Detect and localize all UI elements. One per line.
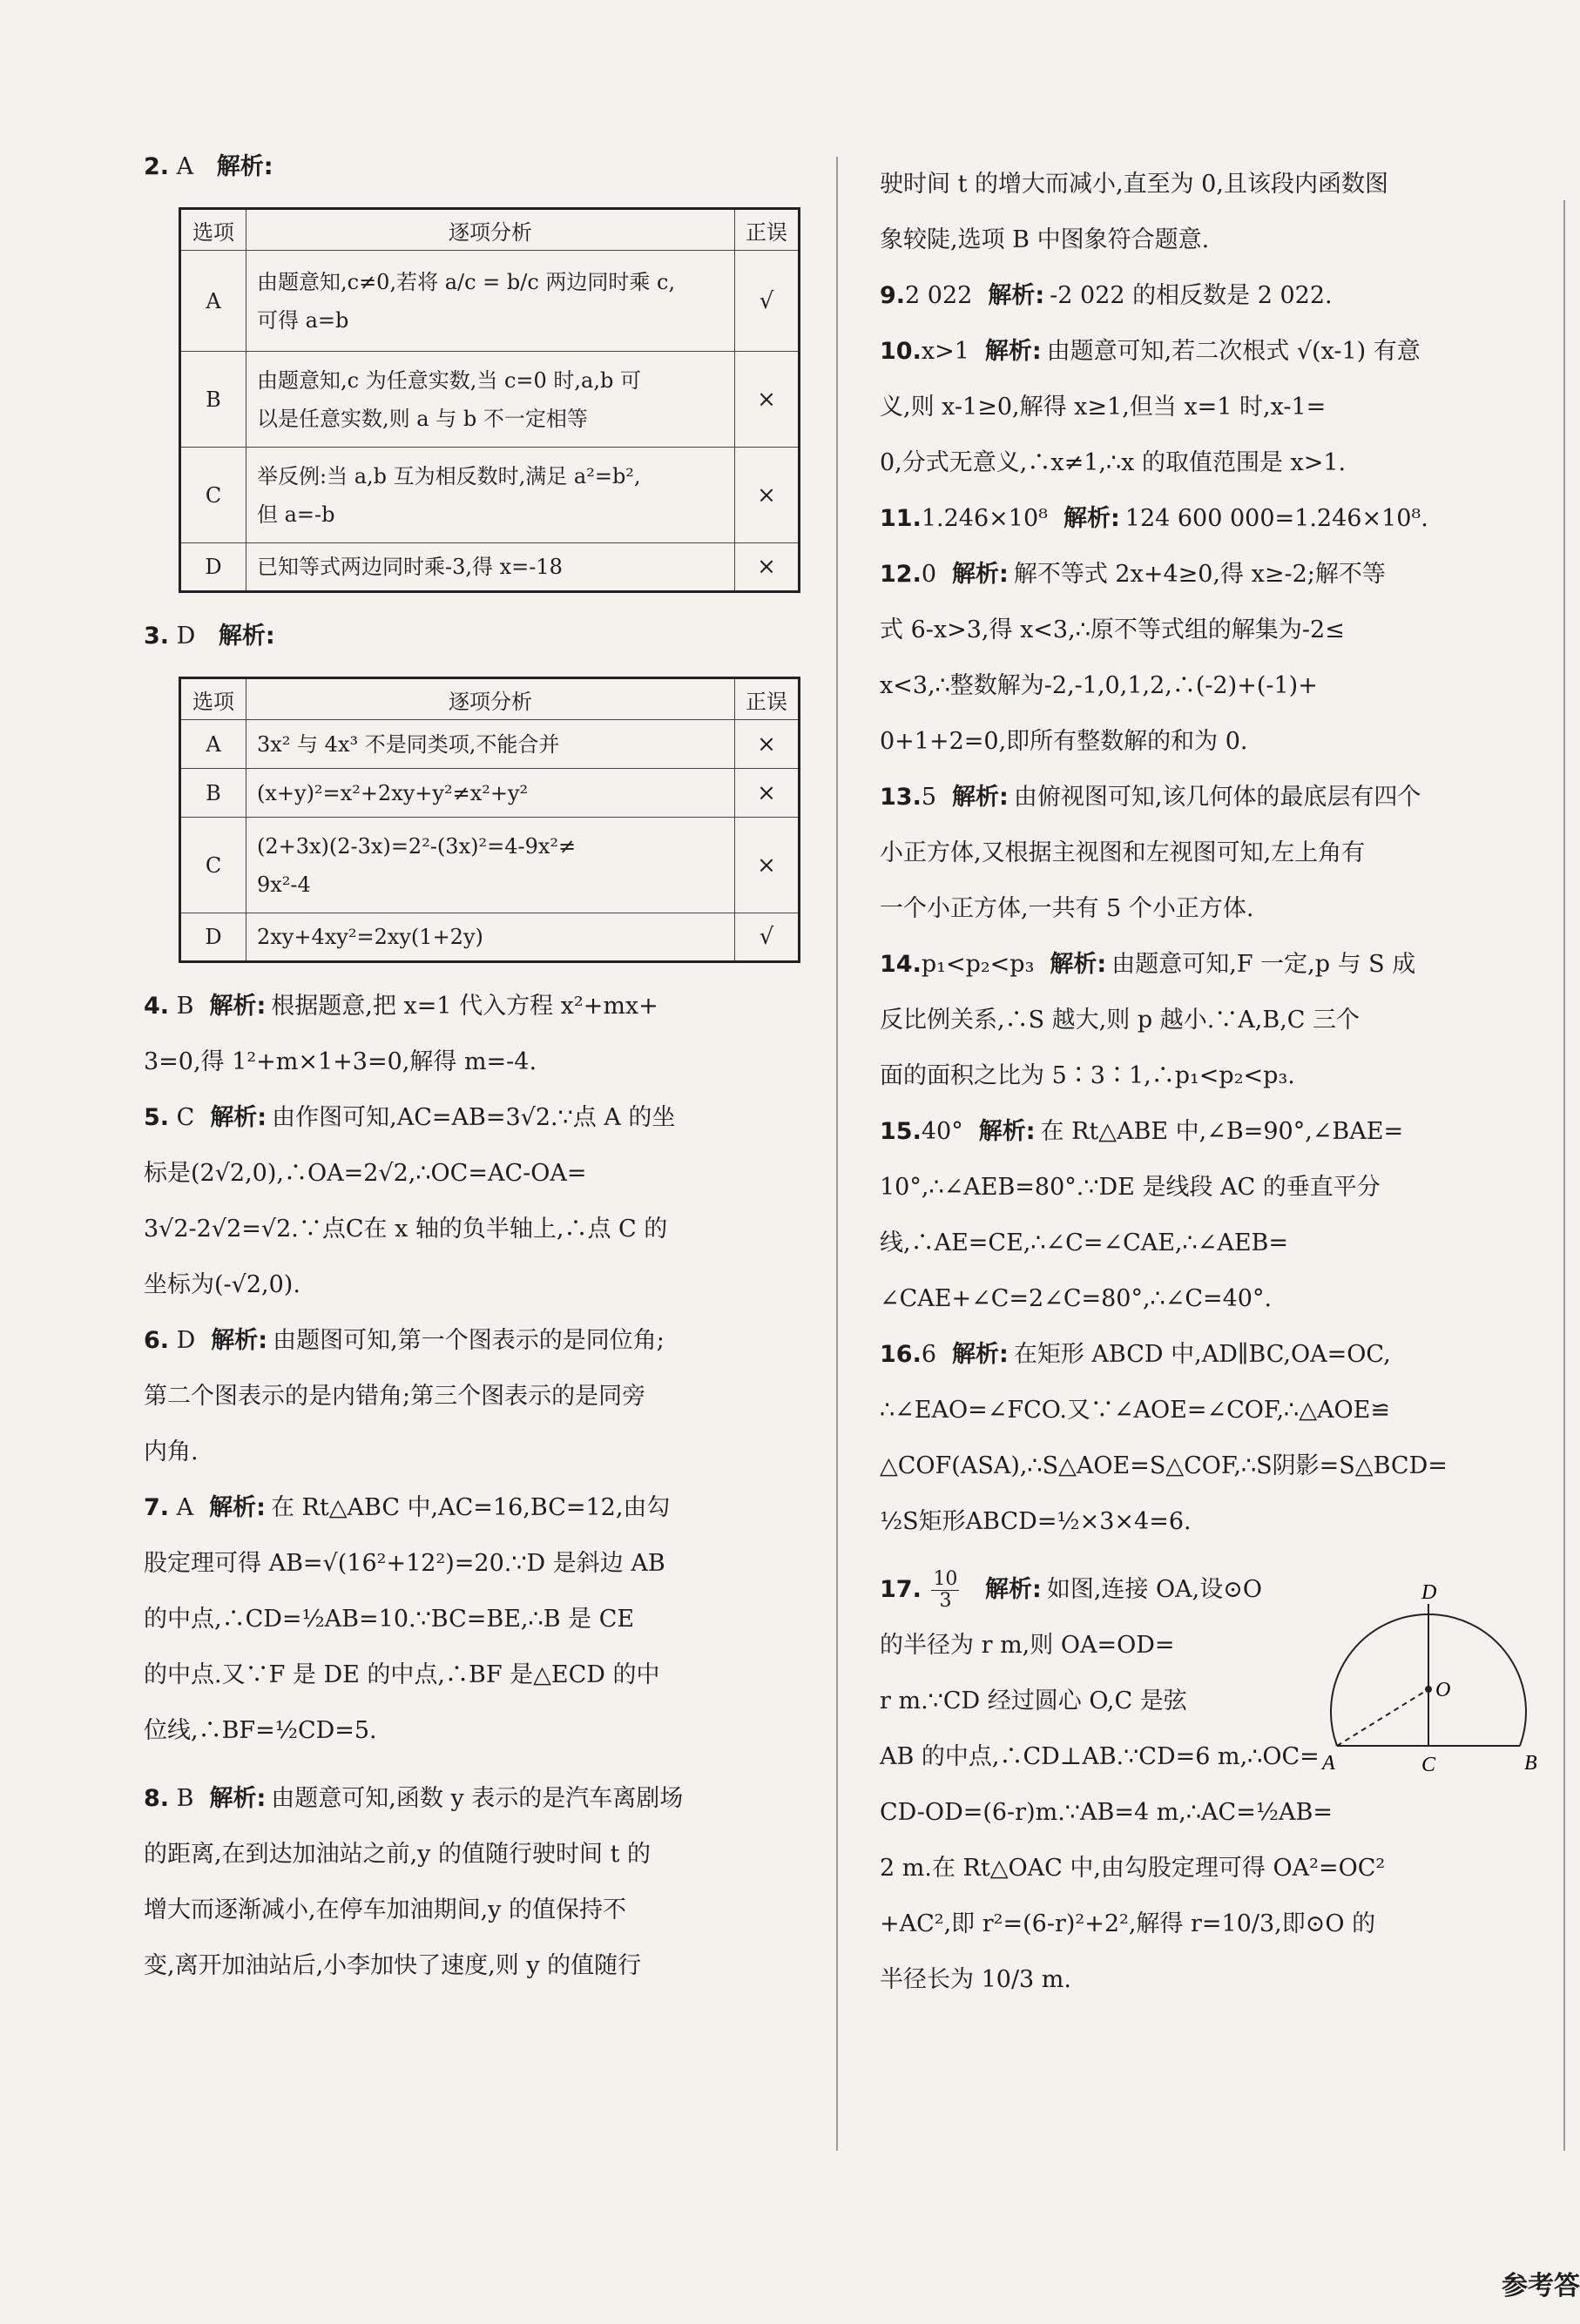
desc-cell: 举反例:当 a,b 互为相反数时,满足 a²=b², 但 a=-b: [246, 448, 735, 543]
question-number: 13.: [880, 784, 922, 811]
table-row: [180, 251, 800, 352]
question-9: 9.2 022 解析: -2 022 的相反数是 2 022.: [880, 282, 1333, 309]
option-cell: B: [180, 352, 246, 448]
question-15: 15.40° 解析: 在 Rt△ABE 中,∠B=90°,∠BAE= 10°,∴∠AEB=80°.∵DE 是线段 AC 的垂直平分 线,∴AE=CE,∴∠C=∠CAE,∴∠AEB= ∠CAE+∠C=2∠C=80°,∴∠C=40°.: [880, 1118, 1404, 1312]
analysis-label: 解析:: [216, 153, 273, 180]
radius-oa: [1337, 1689, 1428, 1746]
question-14: 14.p₁<p₂<p₃ 解析: 由题意可知,F 一定,p 与 S 成 反比例关系,∴S 越大,则 p 越小.∵A,B,C 三个 面的面积之比为 5∶3∶1,∴p₁<p₂<p₃.: [880, 951, 1416, 1089]
option-cell: A: [180, 251, 246, 352]
table-header: 逐项分析: [246, 209, 735, 251]
desc-cell: 3x² 与 4x³ 不是同类项,不能合并: [246, 720, 735, 769]
question-number: 12.: [880, 561, 922, 588]
desc-cell: 已知等式两边同时乘-3,得 x=-18: [246, 543, 735, 592]
question-13: 13.5 解析: 由俯视图可知,该几何体的最底层有四个 小正方体,又根据主视图和左视图可知,左上角有 一个小正方体,一共有 5 个小正方体.: [880, 784, 1421, 922]
question-8: 8. B 解析: 由题意可知,函数 y 表示的是汽车离剧场 的距离,在到达加油站之前,y 的值随行驶时间 t 的 增大而逐渐减小,在停车加油期间,y 的值保持不 变,离开加油站后,小李加快了速度,则 y 的值随行: [144, 1785, 684, 1979]
result-cell: ×: [735, 448, 800, 543]
question-5: 5. C 解析: 由作图可知,AC=AB=3√2.∵点 A 的坐 标是(2√2,0),∴OA=2√2,∴OC=AC-OA= 3√2-2√2=√2.∵点C在 x 轴的负半轴上,∴点 C 的 坐标为(-√2,0).: [144, 1104, 676, 1298]
question-number: 3.: [144, 623, 170, 650]
question-10: 10.x>1 解析: 由题意可知,若二次根式 √(x-1) 有意 义,则 x-1≥0,解得 x≥1,但当 x=1 时,x-1= 0,分式无意义,∴x≠1,∴x 的取值范围是 x>1.: [880, 338, 1421, 476]
answer: D: [176, 623, 196, 650]
question-number: 14.: [880, 951, 922, 978]
question-2: [144, 139, 806, 195]
question-17: 17. $\frac{10}{3}$ 解析: 如图,连接 OA,设⊙O 的半径为 r m,则 OA=OD= r m.∵CD 经过圆心 O,C 是弦 AB 的中点,∴CD⊥AB.∵CD=6 m,∴OC= CD-OD=(6-r)m.∵AB=4 m,∴AC=½AB= 2 m.在 Rt△OAC 中,由勾股定理可得 OA²=OC² +AC²,即 r²=(6-r)²+2²,解得 r=10/3,即⊙O 的 半径长为 10/3 m.: [880, 1568, 1386, 1993]
result-cell: ×: [735, 720, 800, 769]
result-cell: √: [735, 251, 800, 352]
result-cell: ×: [735, 543, 800, 592]
answer-fraction: $\frac{10}{3}$: [933, 1568, 958, 1612]
question-16: 16.6 解析: 在矩形 ABCD 中,AD∥BC,OA=OC, ∴∠EAO=∠FCO.又∵∠AOE=∠COF,∴△AOE≌ △COF(ASA),∴S△AOE=S△COF,∴S阴影=S△BCD= ½S矩形ABCD=½×3×4=6.: [880, 1341, 1448, 1535]
question-number: 9.: [880, 282, 906, 309]
answer: A: [176, 153, 194, 180]
right-edge-divider: [1563, 200, 1565, 2151]
label-o: O: [1435, 1679, 1451, 1701]
table-header: 选项: [180, 678, 246, 720]
result-cell: ×: [735, 769, 800, 818]
option-cell: C: [180, 818, 246, 913]
question-12: 12.0 解析: 解不等式 2x+4≥0,得 x≥-2;解不等 式 6-x>3,得 x<3,∴原不等式组的解集为-2≤ x<3,∴整数解为-2,-1,0,1,2,∴(-2)+(-1)+ 0+1+2=0,即所有整数解的和为 0.: [880, 561, 1386, 755]
left-column: [144, 139, 806, 1994]
question-number: 4.: [144, 993, 170, 1020]
circle-figure: [1315, 1585, 1542, 1785]
result-cell: √: [735, 913, 800, 962]
question-number: 7.: [144, 1494, 170, 1521]
center-point: [1425, 1686, 1432, 1693]
page-footer: 参考答: [1502, 2271, 1580, 2301]
table-header: 正误: [735, 678, 800, 720]
question-number: 6.: [144, 1327, 170, 1354]
option-cell: D: [180, 543, 246, 592]
right-column: [880, 157, 1542, 2008]
table-row: [180, 543, 800, 592]
table-row: [180, 818, 800, 913]
option-cell: A: [180, 720, 246, 769]
label-d: D: [1421, 1585, 1437, 1604]
result-cell: ×: [735, 352, 800, 448]
table-header: 逐项分析: [246, 678, 735, 720]
desc-cell: 由题意知,c≠0,若将 a/c = b/c 两边同时乘 c, 可得 a=b: [246, 251, 735, 352]
question-4: 4. B 解析: 根据题意,把 x=1 代入方程 x²+mx+ 3=0,得 1²+m×1+3=0,解得 m=-4.: [144, 993, 658, 1075]
question-number: 2.: [144, 153, 170, 180]
desc-cell: (2+3x)(2-3x)=2²-(3x)²=4-9x²≠ 9x²-4: [246, 818, 735, 913]
question-8-continued: 驶时间 t 的增大而减小,直至为 0,且该段内函数图 象较陡,选项 B 中图象符合题意.: [880, 171, 1388, 253]
desc-cell: 由题意知,c 为任意实数,当 c=0 时,a,b 可 以是任意实数,则 a 与 b 不一定相等: [246, 352, 735, 448]
question-6: 6. D 解析: 由题图可知,第一个图表示的是同位角; 第二个图表示的是内错角;第三个图表示的是同旁 内角.: [144, 1327, 665, 1465]
analysis-label: 解析:: [218, 623, 275, 650]
column-divider: [836, 157, 838, 2151]
question-number: 8.: [144, 1785, 170, 1812]
analysis-table-q3: [179, 677, 800, 963]
label-b: B: [1524, 1752, 1537, 1775]
question-11: 11.1.246×10⁸ 解析: 124 600 000=1.246×10⁸.: [880, 505, 1428, 532]
table-row: [180, 352, 800, 448]
question-number: 11.: [880, 505, 922, 532]
question-number: 15.: [880, 1118, 922, 1145]
option-cell: B: [180, 769, 246, 818]
table-header: 选项: [180, 209, 246, 251]
question-number: 10.: [880, 338, 922, 365]
desc-cell: 2xy+4xy²=2xy(1+2y): [246, 913, 735, 962]
label-c: C: [1421, 1754, 1436, 1776]
question-3: [144, 609, 806, 664]
label-a: A: [1322, 1752, 1335, 1775]
result-cell: ×: [735, 818, 800, 913]
table-row: [180, 913, 800, 962]
option-cell: D: [180, 913, 246, 962]
table-row: [180, 769, 800, 818]
question-number: 5.: [144, 1104, 170, 1131]
question-number: 17.: [880, 1576, 922, 1603]
table-row: [180, 448, 800, 543]
table-header: 正误: [735, 209, 800, 251]
question-number: 16.: [880, 1341, 922, 1368]
option-cell: C: [180, 448, 246, 543]
table-row: [180, 720, 800, 769]
question-7: 7. A 解析: 在 Rt△ABC 中,AC=16,BC=12,由勾 股定理可得 AB=√(16²+12²)=20.∵D 是斜边 AB 的中点,∴CD=½AB=10.∵BC=BE,∴B 是 CE 的中点.又∵F 是 DE 的中点,∴BF 是△ECD 的中 位线,∴BF=½CD=5.: [144, 1494, 671, 1744]
desc-cell: (x+y)²=x²+2xy+y²≠x²+y²: [246, 769, 735, 818]
analysis-table-q2: [179, 207, 800, 593]
